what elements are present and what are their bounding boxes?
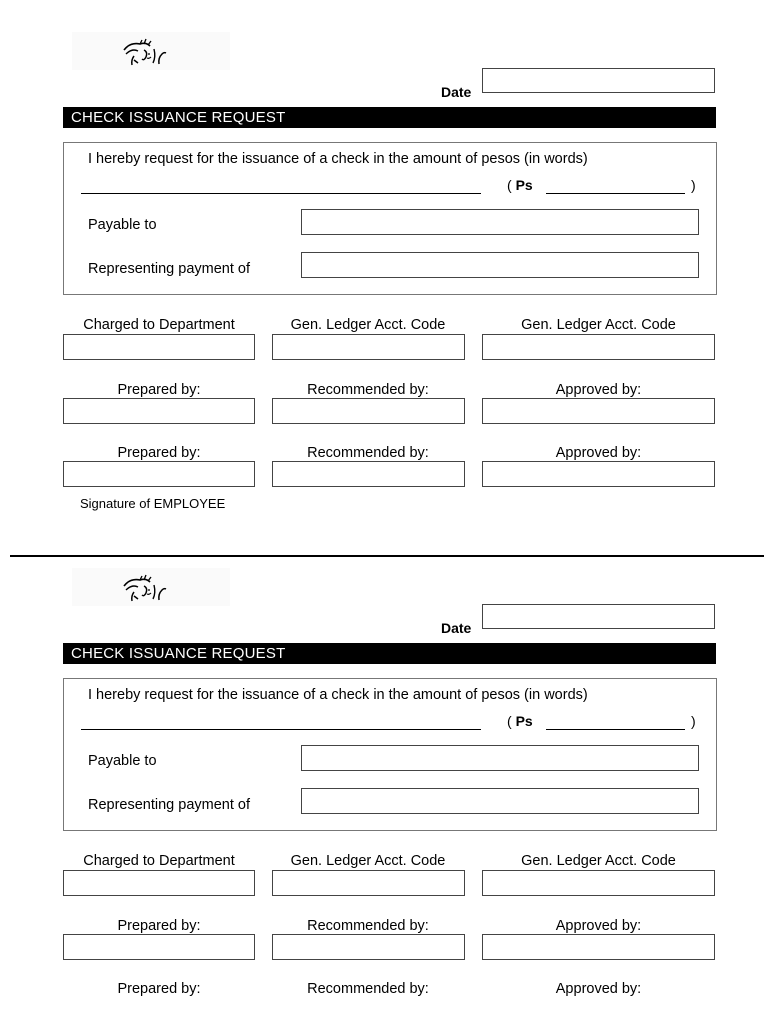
amount-in-words-line[interactable] [81, 193, 481, 194]
date-label: Date [441, 84, 472, 100]
company-logo-2 [72, 568, 230, 606]
recommended-by-signature-field[interactable] [272, 461, 465, 487]
recommended-by-label-3: Recommended by: [307, 918, 429, 934]
representing-payment-field-2[interactable] [301, 788, 699, 814]
check-request-form-2 [0, 536, 768, 1024]
recommended-by-label-2: Recommended by: [307, 445, 429, 461]
prepared-by-label-3: Prepared by: [117, 918, 201, 934]
lion-head-icon [120, 572, 180, 604]
charged-to-department-field[interactable] [63, 334, 255, 360]
prepared-by-label-4: Prepared by: [117, 981, 201, 997]
recommended-by-label: Recommended by: [307, 382, 429, 398]
prepared-by-label-2: Prepared by: [117, 445, 201, 461]
gl-acct-code-label-1: Gen. Ledger Acct. Code [290, 317, 446, 333]
payable-to-field[interactable] [301, 209, 699, 235]
gl-acct-code-field-1[interactable] [272, 334, 465, 360]
approved-by-label-2: Approved by: [555, 445, 642, 461]
recommended-by-field[interactable] [272, 398, 465, 424]
prepared-by-label: Prepared by: [117, 382, 201, 398]
request-statement-2: I hereby request for the issuance of a check in the amount of pesos (in words) [88, 687, 588, 703]
charged-to-department-field-2[interactable] [63, 870, 255, 896]
gl-acct-code-field-2[interactable] [482, 334, 715, 360]
approved-by-signature-field[interactable] [482, 461, 715, 487]
recommended-by-field-2[interactable] [272, 934, 465, 960]
gl-acct-code-field-4[interactable] [482, 870, 715, 896]
date-label-2: Date [441, 620, 472, 636]
prepared-by-signature-field[interactable] [63, 461, 255, 487]
gl-acct-code-field-3[interactable] [272, 870, 465, 896]
form-title-bar: CHECK ISSUANCE REQUEST [63, 107, 716, 128]
payable-to-field-2[interactable] [301, 745, 699, 771]
representing-payment-field[interactable] [301, 252, 699, 278]
ps-label: ( Ps [507, 177, 533, 193]
approved-by-label: Approved by: [555, 382, 642, 398]
representing-payment-label: Representing payment of [88, 261, 251, 277]
amount-in-figures-line-2[interactable] [546, 729, 685, 730]
amount-in-words-line-2[interactable] [81, 729, 481, 730]
signature-note: Signature of EMPLOYEE [80, 496, 226, 511]
approved-by-label-4: Approved by: [555, 981, 642, 997]
approved-by-field[interactable] [482, 398, 715, 424]
charged-to-department-label-2: Charged to Department [83, 853, 235, 869]
ps-label-2: ( Ps [507, 713, 533, 729]
amount-in-figures-line[interactable] [546, 193, 685, 194]
company-logo [72, 32, 230, 70]
ps-close-paren: ) [691, 177, 696, 193]
payable-to-label-2: Payable to [88, 753, 157, 769]
ps-close-paren-2: ) [691, 713, 696, 729]
request-statement: I hereby request for the issuance of a check in the amount of pesos (in words) [88, 151, 588, 167]
gl-acct-code-label-4: Gen. Ledger Acct. Code [521, 853, 676, 869]
form-title-bar-2: CHECK ISSUANCE REQUEST [63, 643, 716, 664]
date-field[interactable] [482, 68, 715, 93]
payable-to-label: Payable to [88, 217, 157, 233]
recommended-by-label-4: Recommended by: [307, 981, 429, 997]
gl-acct-code-label-2: Gen. Ledger Acct. Code [521, 317, 676, 333]
approved-by-field-2[interactable] [482, 934, 715, 960]
representing-payment-label-2: Representing payment of [88, 797, 251, 813]
prepared-by-field-2[interactable] [63, 934, 255, 960]
date-field-2[interactable] [482, 604, 715, 629]
charged-to-department-label: Charged to Department [83, 317, 235, 333]
lion-head-icon [120, 36, 180, 68]
gl-acct-code-label-3: Gen. Ledger Acct. Code [290, 853, 446, 869]
approved-by-label-3: Approved by: [555, 918, 642, 934]
prepared-by-field[interactable] [63, 398, 255, 424]
